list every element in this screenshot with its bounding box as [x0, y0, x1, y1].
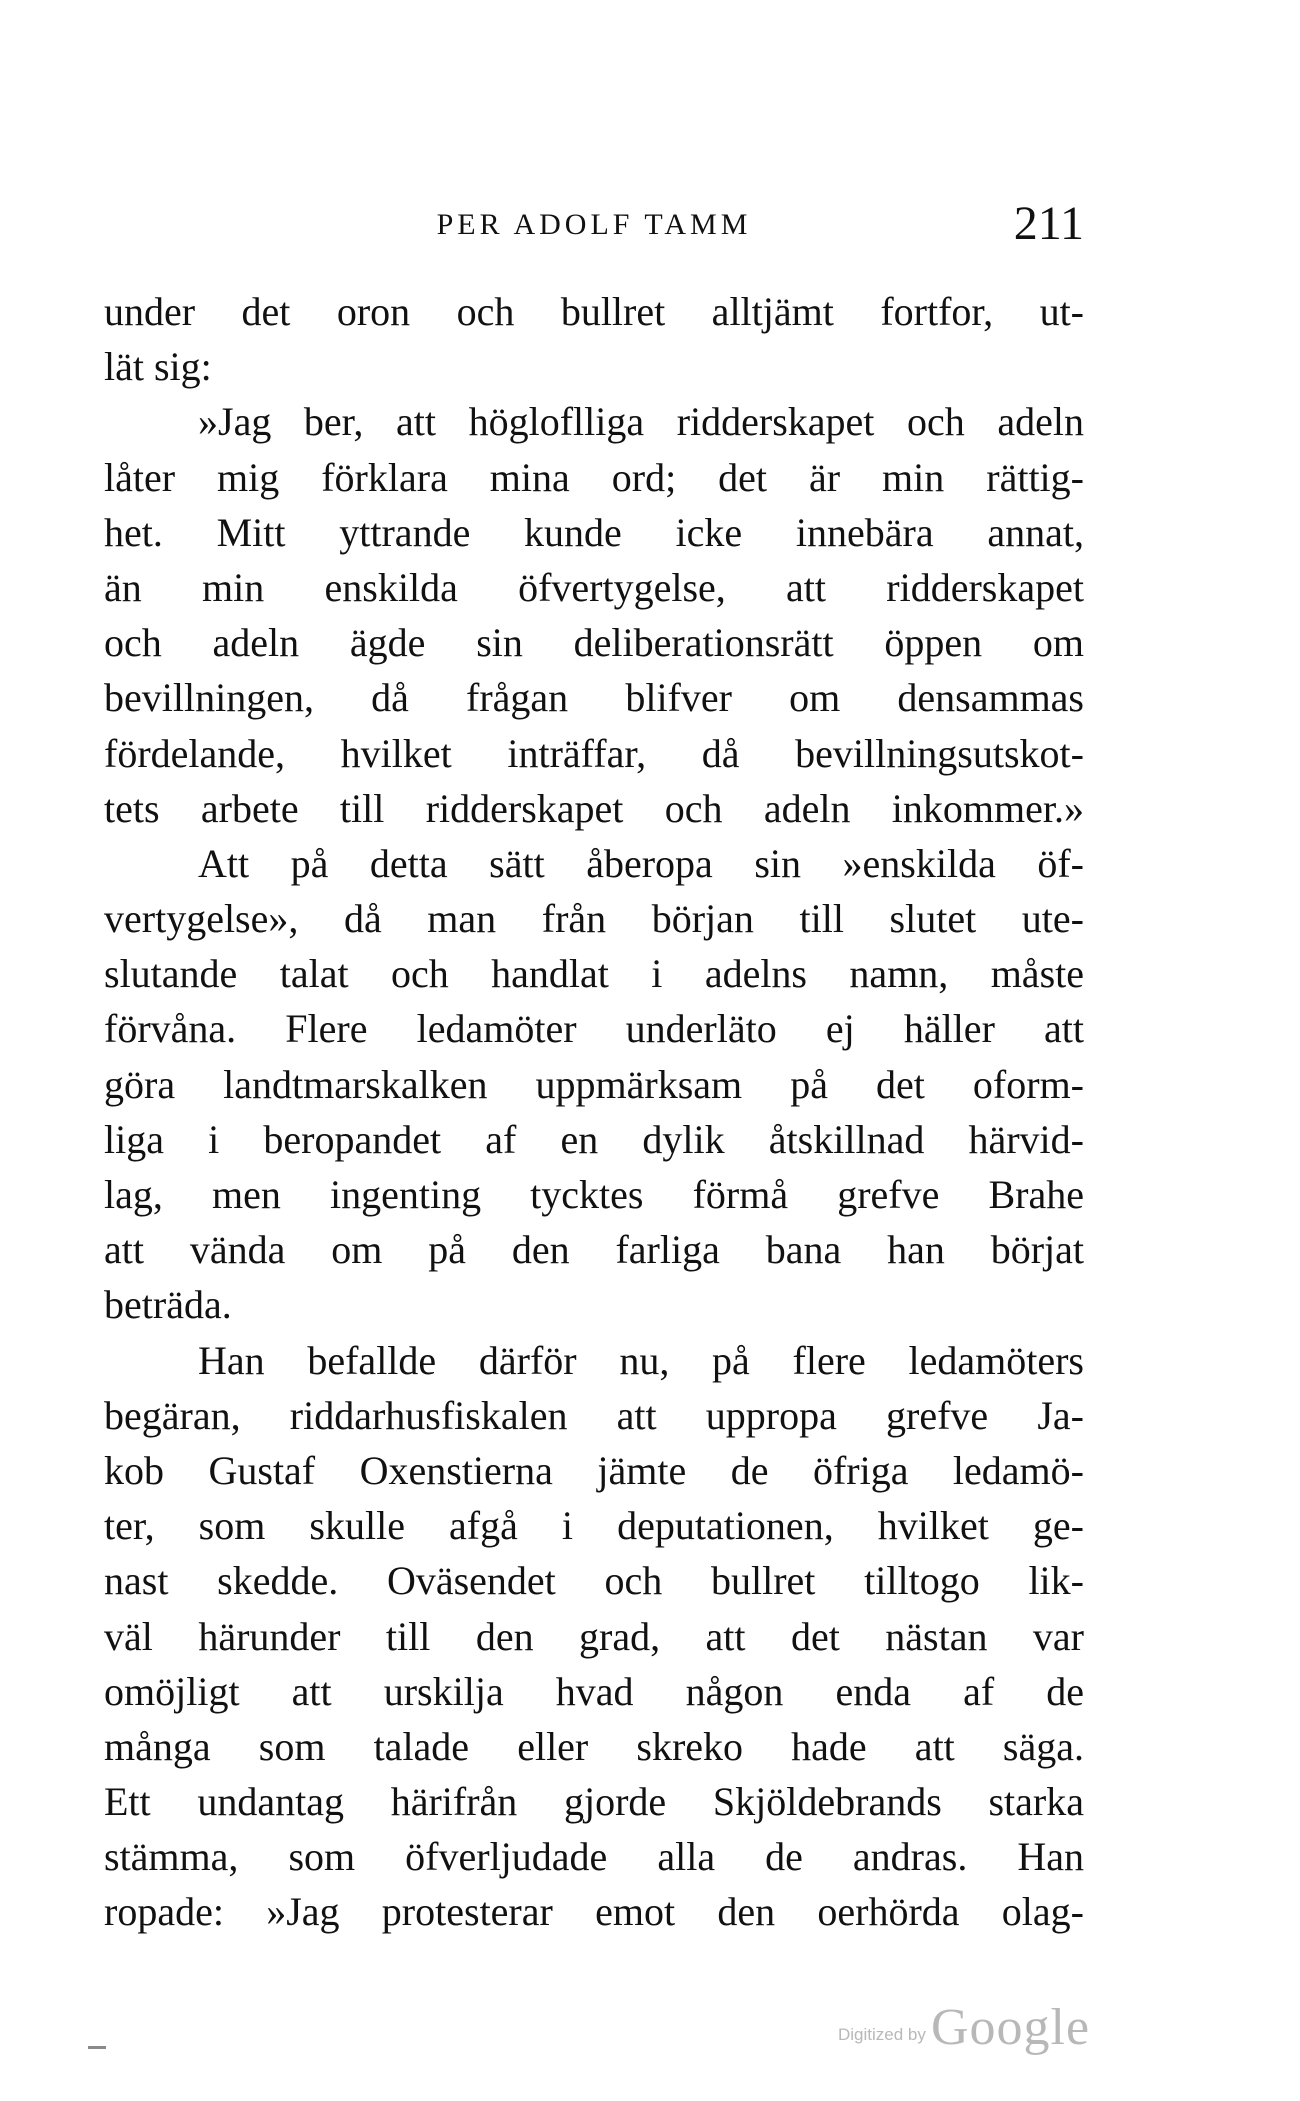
text-line: under det oron och bullret alltjämt fortfor, ut-	[104, 289, 1084, 334]
text-line: »Jag ber, att högloflliga ridderskapet och adeln	[198, 399, 1084, 445]
text-line: het. Mitt yttrande kunde icke innebära annat,	[104, 509, 1084, 555]
text-line: fördelande, hvilket inträffar, då bevillningsutskot-	[104, 730, 1084, 776]
text-line: förvåna. Flere ledamöter underläto ej häller att	[104, 1006, 1084, 1052]
text-line: tets arbete till ridderskapet och adeln inkommer.»	[104, 785, 1084, 831]
text-line: stämma, som öfverljudade alla de andras. Han	[104, 1834, 1084, 1880]
text-line: nast skedde. Oväsendet och bullret tilltogo lik-	[104, 1558, 1084, 1604]
watermark-prefix: Digitized by	[838, 2025, 926, 2044]
text-line: lag, men ingenting tycktes förmå grefve Brahe	[104, 1172, 1084, 1217]
text-line: Ett undantag härifrån gjorde Skjöldebrands starka	[104, 1779, 1084, 1825]
text-line: än min enskilda öfvertygelse, att ridderskapet	[104, 564, 1084, 610]
text-line: kob Gustaf Oxenstierna jämte de öfriga ledamö-	[104, 1447, 1084, 1493]
text-line: Att på detta sätt åberopa sin »enskilda öf-	[198, 840, 1084, 886]
text-line: slutande talat och handlat i adelns namn, måste	[104, 951, 1084, 997]
text-line: många som talade eller skreko hade att säga.	[104, 1723, 1084, 1769]
scan-artifact	[88, 2046, 106, 2049]
text-line: ter, som skulle afgå i deputationen, hvilket ge-	[104, 1503, 1084, 1549]
page-number: 211	[1013, 197, 1084, 250]
running-head	[104, 196, 1084, 256]
body-text	[104, 284, 1084, 1940]
text-line: begäran, riddarhusfiskalen att uppropa grefve Ja-	[104, 1392, 1084, 1438]
text-line: beträda.	[104, 1282, 232, 1328]
running-title: PER ADOLF TAMM	[436, 208, 752, 241]
text-line: liga i beropandet af en dylik åtskillnad härvid-	[104, 1116, 1084, 1162]
text-line: göra landtmarskalken uppmärksam på det oform-	[104, 1061, 1084, 1107]
text-line: och adeln ägde sin deliberationsrätt öppen om	[104, 620, 1084, 666]
digitization-watermark	[838, 1998, 1090, 2058]
text-line: vertygelse», då man från början till slutet ute-	[104, 896, 1084, 942]
text-line: Han befallde därför nu, på flere ledamöters	[198, 1337, 1084, 1383]
text-line: ropade: »Jag protesterar emot den oerhörda olag-	[104, 1889, 1084, 1935]
text-line: väl härunder till den grad, att det nästan var	[104, 1613, 1084, 1659]
text-line: låter mig förklara mina ord; det är min rättig-	[104, 454, 1084, 500]
text-line: omöjligt att urskilja hvad någon enda af de	[104, 1668, 1084, 1714]
text-line: bevillningen, då frågan blifver om densammas	[104, 675, 1084, 721]
watermark-brand: Google	[930, 1999, 1091, 2056]
text-line: lät sig:	[104, 344, 212, 390]
text-line: att vända om på den farliga bana han börjat	[104, 1227, 1084, 1273]
